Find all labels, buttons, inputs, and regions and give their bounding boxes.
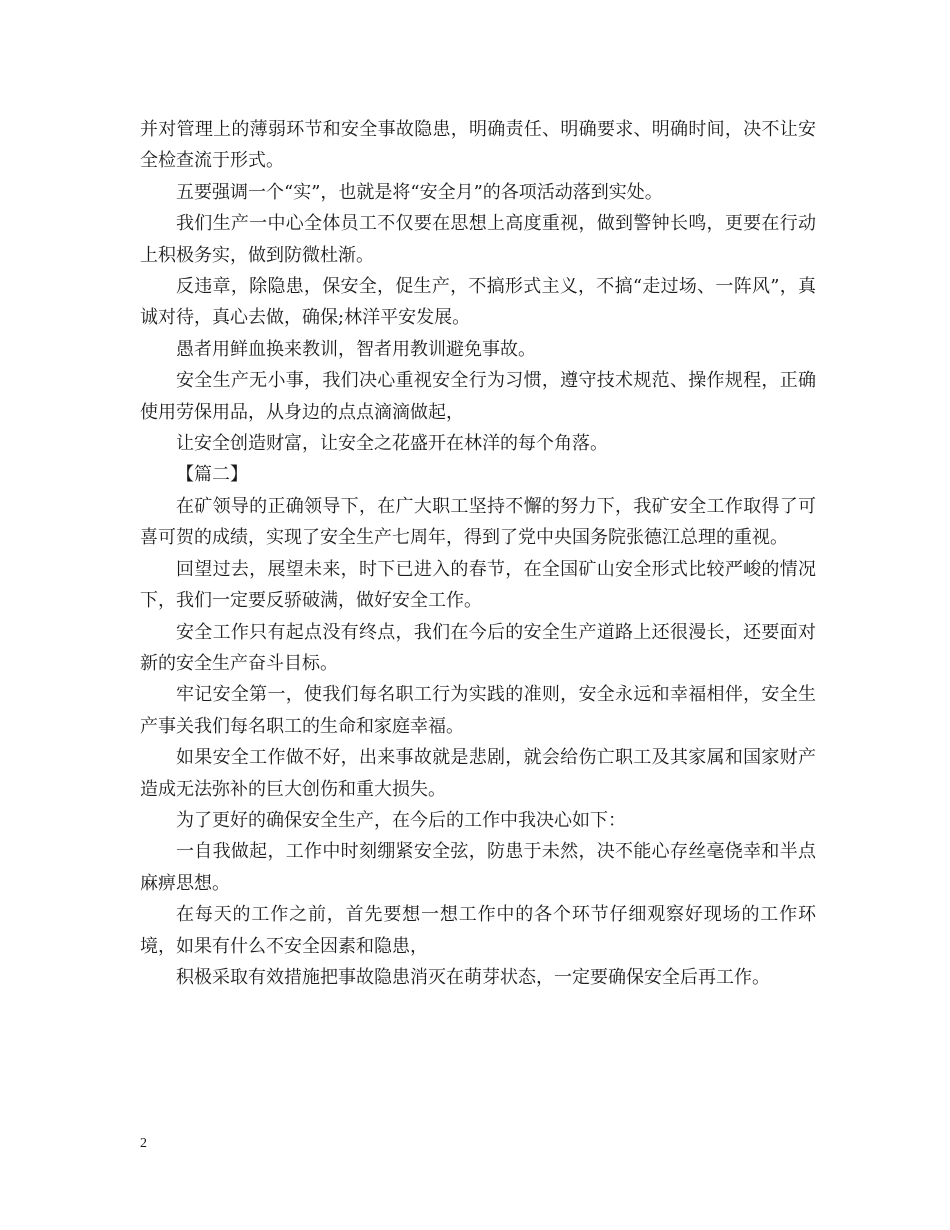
paragraph: 在矿领导的正确领导下，在广大职工坚持不懈的努力下，我矿安全工作取得了可喜可贺的成绩，实现了安全生产七周年，得到了党中央国务院张德江总理的重视。 — [140, 495, 816, 549]
paragraph: 如果安全工作做不好，出来事故就是悲剧，就会给伤亡职工及其家属和国家财产造成无法弥补的巨大创伤和重大损失。 — [140, 747, 816, 800]
paragraph: 为了更好的确保安全生产，在今后的工作中我决心如下： — [176, 809, 626, 831]
paragraph: 反违章，除隐患，保安全，促生产，不搞形式主义，不搞“走过场、一阵风”，真诚对待，真心去做，确保;林洋平安发展。 — [140, 276, 816, 329]
paragraph: 牢记安全第一，使我们每名职工行为实践的准则，安全永远和幸福相伴，安全生产事关我们每名职工的生命和家庭幸福。 — [140, 684, 816, 737]
paragraph: 回望过去，展望未来，时下已进入的春节，在全国矿山安全形式比较严峻的情况下，我们一定要反骄破满，做好安全工作。 — [140, 558, 816, 612]
paragraph: 让安全创造财富，让安全之花盛开在林洋的每个角落。 — [176, 433, 608, 455]
paragraph: 并对管理上的薄弱环节和安全事故隐患，明确责任、明确要求、明确时间，决不让安全检查流于形式。 — [140, 119, 816, 172]
page-number: 2 — [140, 1136, 147, 1151]
paragraph: 一自我做起，工作中时刻绷紧安全弦，防患于未然，决不能心存丝毫侥幸和半点麻痹思想。 — [140, 841, 816, 894]
paragraph: 愚者用鲜血换来教训，智者用教训避免事故。 — [176, 338, 536, 360]
paragraph: 【篇二】 — [176, 464, 248, 486]
paragraph: 安全生产无小事，我们决心重视安全行为习惯，遵守技术规范、操作规程，正确使用劳保用品，从身边的点点滴滴做起， — [140, 370, 816, 423]
paragraph: 安全工作只有起点没有终点，我们在今后的安全生产道路上还很漫长，还要面对新的安全生产奋斗目标。 — [140, 621, 816, 674]
paragraph: 积极采取有效措施把事故隐患消灭在萌芽状态，一定要确保安全后再工作。 — [176, 966, 770, 988]
paragraph: 我们生产一中心全体员工不仅要在思想上高度重视，做到警钟长鸣，更要在行动上积极务实，做到防微杜渐。 — [140, 213, 816, 266]
paragraph: 在每天的工作之前，首先要想一想工作中的各个环节仔细观察好现场的工作环境，如果有什么不安全因素和隐患， — [140, 904, 816, 957]
body-text — [140, 114, 816, 993]
paragraph: 五要强调一个“实”，也就是将“安全月”的各项活动落到实处。 — [176, 181, 663, 203]
